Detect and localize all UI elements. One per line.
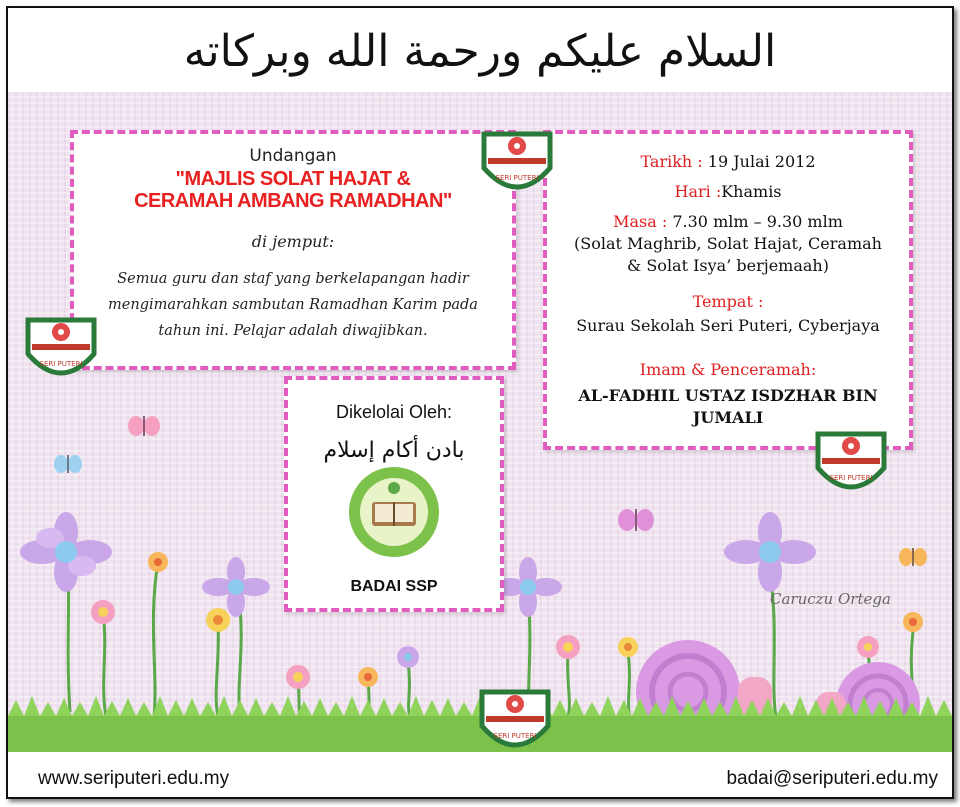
organizer-arabic: بادن أکام إسلام	[323, 438, 465, 463]
invitation-body-line1: Semua guru dan staf yang berkelapangan hadir	[117, 271, 469, 287]
time-row	[547, 212, 909, 231]
crest-text: SERI PUTERI	[829, 474, 873, 482]
artist-signature: Caruczu Ortega	[770, 590, 891, 608]
event-title-line1: "MAJLIS SOLAT HAJAT &	[175, 168, 411, 190]
time-label: Masa :	[613, 212, 668, 231]
footer	[8, 752, 952, 797]
time-note-line2: & Solat Isya’ berjemaah)	[627, 256, 829, 275]
arabic-greeting: السلام عليكم ورحمة الله وبركاته	[183, 26, 777, 77]
organizer-name: BADAI SSP	[350, 578, 438, 595]
event-title-line2: CERAMAH AMBANG RAMADHAN"	[134, 190, 452, 212]
invitation-body-line2: mengimarahkan sambutan Ramadhan Karim pada	[108, 297, 478, 313]
website-link[interactable]: www.seriputeri.edu.my	[38, 768, 230, 789]
date-label: Tarikh :	[640, 152, 703, 171]
email-link[interactable]: badai@seriputeri.edu.my	[726, 768, 938, 789]
day-row	[547, 182, 909, 201]
day-label: Hari :	[674, 182, 722, 201]
event-details-box	[543, 130, 913, 450]
time-value: 7.30 mlm – 9.30 mlm	[672, 212, 843, 231]
event-title	[74, 168, 512, 212]
header	[8, 8, 952, 92]
date-row	[547, 152, 909, 171]
crest-text: SERI PUTERI	[495, 174, 539, 182]
school-crest-icon	[22, 310, 100, 392]
day-value: Khamis	[721, 182, 782, 201]
organizer-box	[284, 376, 504, 612]
invitation-heading: Undangan	[249, 146, 337, 166]
speaker-line2: JUMALI	[692, 408, 764, 427]
invitation-box	[70, 130, 516, 370]
crest-text: SERI PUTERI	[493, 732, 537, 740]
venue-label: Tempat :	[692, 292, 764, 311]
date-value: 19 Julai 2012	[707, 152, 816, 171]
crest-text: SERI PUTERI	[39, 360, 83, 368]
invited-text: di jemput:	[251, 232, 335, 251]
school-crest-icon	[812, 424, 890, 506]
invitation-body	[88, 266, 498, 344]
speaker-label: Imam & Penceramah:	[639, 360, 817, 379]
invitation-card	[6, 6, 954, 799]
invitation-body-line3: tahun ini. Pelajar adalah diwajibkan.	[158, 323, 428, 339]
venue-value: Surau Sekolah Seri Puteri, Cyberjaya	[576, 316, 880, 335]
speaker-line1: AL-FADHIL USTAZ ISDZHAR BIN	[578, 386, 878, 405]
organizer-label: Dikelolai Oleh:	[335, 402, 453, 422]
time-note-line1: (Solat Maghrib, Solat Hajat, Ceramah	[574, 234, 882, 253]
badai-logo	[348, 466, 440, 558]
school-crest-icon	[478, 124, 556, 206]
